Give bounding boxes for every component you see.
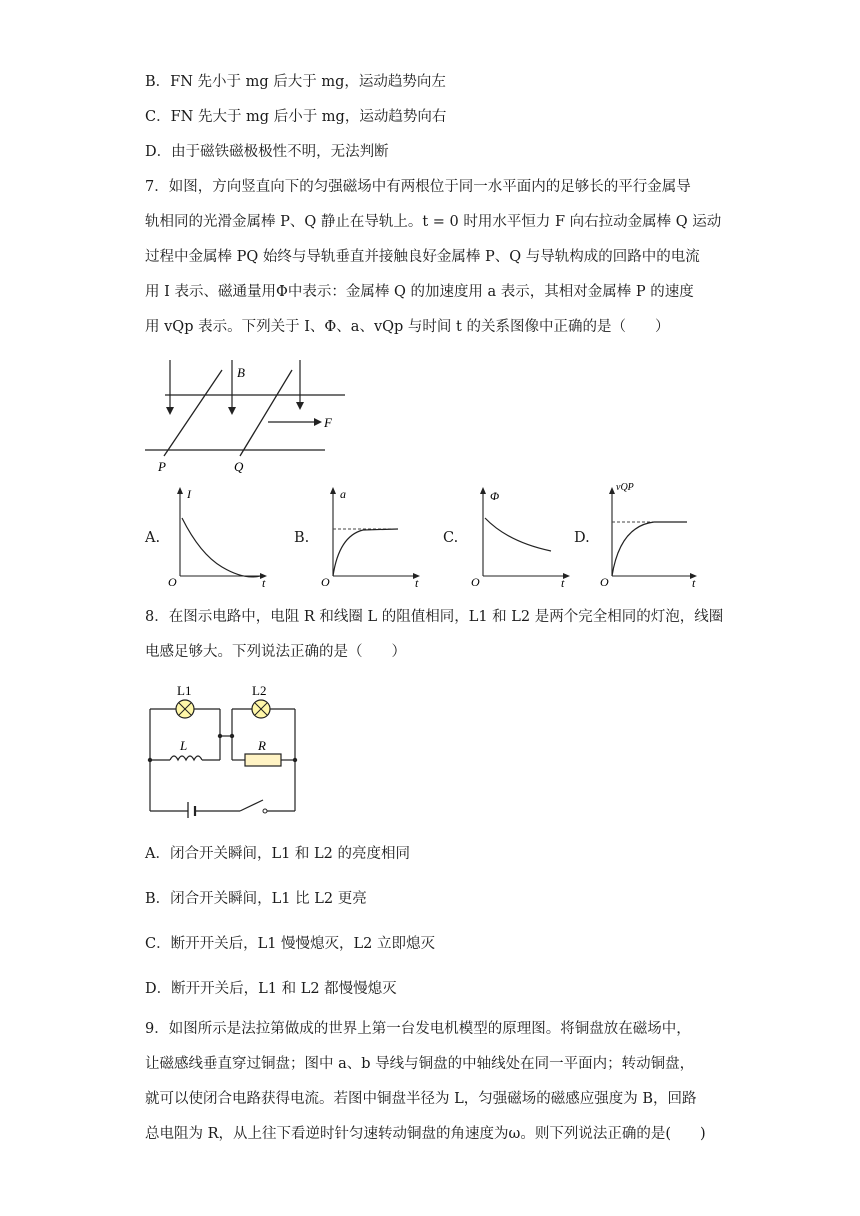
figure-label-b: B: [237, 365, 245, 380]
graph-option-c[interactable]: [463, 484, 583, 589]
q9-line-3: 就可以使闭合电路获得电流。若图中铜盘半径为 L，匀强磁场的磁感应强度为 B，回路: [145, 1091, 697, 1107]
graph-c-origin: O: [471, 575, 480, 589]
q8-option-b[interactable]: B．闭合开关瞬间，L1 比 L2 更亮: [145, 891, 367, 907]
graph-c-ylabel: Φ: [490, 489, 500, 503]
q7-line-4: 用 I 表示、磁通量用Φ中表示：金属棒 Q 的加速度用 a 表示，其相对金属棒 P 的速度: [145, 284, 694, 300]
q8-line-1: 8．在图示电路中，电阻 R 和线圈 L 的阻值相同，L1 和 L2 是两个完全相同的灯泡，线圈: [145, 609, 724, 625]
graph-b-xlabel: t: [415, 576, 419, 589]
graph-a-ylabel: I: [187, 487, 191, 501]
q7-line-2: 轨相同的光滑金属棒 P、Q 静止在导轨上。t = 0 时用水平恒力 F 向右拉动金属棒 Q 运动: [145, 214, 722, 230]
q8-option-d[interactable]: D．断开开关后，L1 和 L2 都慢慢熄灭: [145, 981, 397, 997]
graph-a-origin: O: [168, 575, 177, 589]
prev-option-c: C．FN 先大于 mg 后小于 mg，运动趋势向右: [145, 109, 447, 125]
graph-d-ylabel: vQP: [616, 482, 634, 493]
prev-option-d: D．由于磁铁磁极极性不明，无法判断: [145, 144, 389, 160]
graph-option-c-letter[interactable]: C.: [443, 530, 459, 546]
graph-a-xlabel: t: [262, 576, 266, 589]
circuit-label-l2: L2: [252, 683, 267, 698]
q7-rails-figure: [140, 355, 350, 480]
graph-d-xlabel: t: [692, 576, 696, 589]
q9-line-1: 9．如图所示是法拉第做成的世界上第一台发电机模型的原理图。将铜盘放在磁场中，: [145, 1021, 691, 1037]
q8-option-a[interactable]: A．闭合开关瞬间，L1 和 L2 的亮度相同: [145, 846, 411, 862]
q8-circuit: [140, 678, 310, 818]
circuit-label-r: R: [258, 738, 266, 753]
figure-label-f: F: [324, 415, 332, 430]
q8-option-c[interactable]: C．断开开关后，L1 慢慢熄灭，L2 立即熄灭: [145, 936, 436, 952]
q9-line-4: 总电阻为 R，从上往下看逆时针匀速转动铜盘的角速度为ω。则下列说法正确的是( ): [145, 1126, 706, 1142]
graph-option-b[interactable]: [313, 484, 433, 589]
graph-option-d[interactable]: [592, 480, 712, 589]
q7-line-5: 用 vQp 表示。下列关于 I、Φ、a、vQp 与时间 t 的关系图像中正确的是（ ）: [145, 319, 670, 335]
graph-option-b-letter[interactable]: B.: [294, 530, 310, 546]
figure-label-q: Q: [234, 459, 244, 474]
graph-b-origin: O: [321, 575, 330, 589]
graph-c-xlabel: t: [561, 576, 565, 589]
circuit-label-l1: L1: [177, 683, 192, 698]
graph-b-ylabel: a: [340, 487, 346, 501]
graph-option-d-letter[interactable]: D.: [574, 530, 590, 546]
q9-line-2: 让磁感线垂直穿过铜盘；图中 a、b 导线与铜盘的中轴线处在同一平面内；转动铜盘，: [145, 1056, 695, 1072]
graph-option-a[interactable]: [160, 484, 280, 589]
q7-line-1: 7．如图，方向竖直向下的匀强磁场中有两根位于同一水平面内的足够长的平行金属导: [145, 179, 691, 195]
circuit-label-l: L: [180, 738, 188, 753]
prev-option-b: B．FN 先小于 mg 后大于 mg，运动趋势向左: [145, 74, 446, 90]
graph-option-a-letter[interactable]: A.: [145, 530, 161, 546]
q7-line-3: 过程中金属棒 PQ 始终与导轨垂直并接触良好金属棒 P、Q 与导轨构成的回路中的电流: [145, 249, 700, 265]
figure-label-p: P: [158, 459, 166, 474]
graph-d-origin: O: [600, 575, 609, 589]
q8-line-2: 电感足够大。下列说法正确的是（ ）: [145, 644, 406, 660]
